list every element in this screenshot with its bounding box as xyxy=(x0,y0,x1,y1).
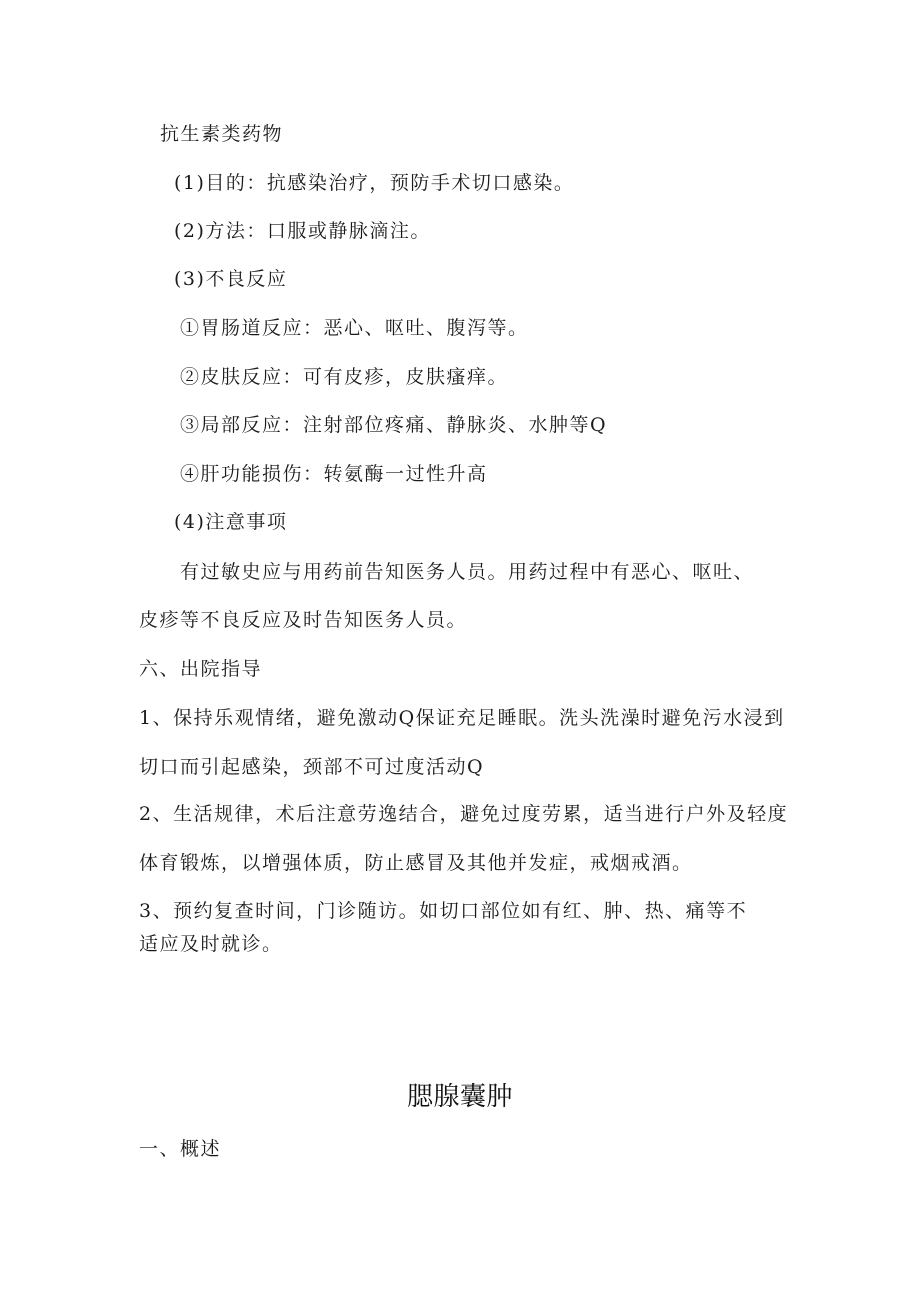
adverse-item: ③局部反应：注射部位疼痛、静脉炎、水肿等Q xyxy=(180,414,608,436)
discharge-item-1-line: 1、保持乐观情绪，避免激动Q保证充足睡眠。洗头洗澡时避免污水浸到 xyxy=(139,707,785,729)
antibiotics-purpose: (1)目的：抗感染治疗，预防手术切口感染。 xyxy=(174,172,575,194)
discharge-item-3-line: 适应及时就诊。 xyxy=(139,933,283,955)
discharge-heading: 六、出院指导 xyxy=(139,658,263,680)
adverse-item: ①胃肠道反应：恶心、呕吐、腹泻等。 xyxy=(180,317,529,339)
notes-heading: (4)注意事项 xyxy=(174,511,288,533)
discharge-item-1-line: 切口而引起感染，颈部不可过度活动Q xyxy=(139,756,485,778)
section-title: 腮腺囊肿 xyxy=(406,1082,513,1112)
adverse-item: ④肝功能损伤：转氨酶一过性升高 xyxy=(180,463,488,485)
adverse-item: ②皮肤反应：可有皮疹，皮肤瘙痒。 xyxy=(180,366,509,388)
overview-heading: 一、概述 xyxy=(139,1138,222,1160)
discharge-item-2-line: 体育锻炼，以增强体质，防止感冒及其他并发症，戒烟戒酒。 xyxy=(139,852,693,874)
antibiotics-method: (2)方法：口服或静脉滴注。 xyxy=(174,220,431,242)
notes-text-line: 皮疹等不良反应及时告知医务人员。 xyxy=(139,609,468,631)
notes-text-line: 有过敏史应与用药前告知医务人员。用药过程中有恶心、呕吐、 xyxy=(180,561,755,583)
antibiotics-heading: 抗生素类药物 xyxy=(160,123,284,145)
discharge-item-2-line: 2、生活规律，术后注意劳逸结合，避免过度劳累，适当进行户外及轻度 xyxy=(139,803,789,825)
adverse-heading: (3)不良反应 xyxy=(174,268,288,290)
discharge-item-3-line: 3、预约复查时间，门诊随访。如切口部位如有红、肿、热、痛等不 xyxy=(139,900,748,922)
